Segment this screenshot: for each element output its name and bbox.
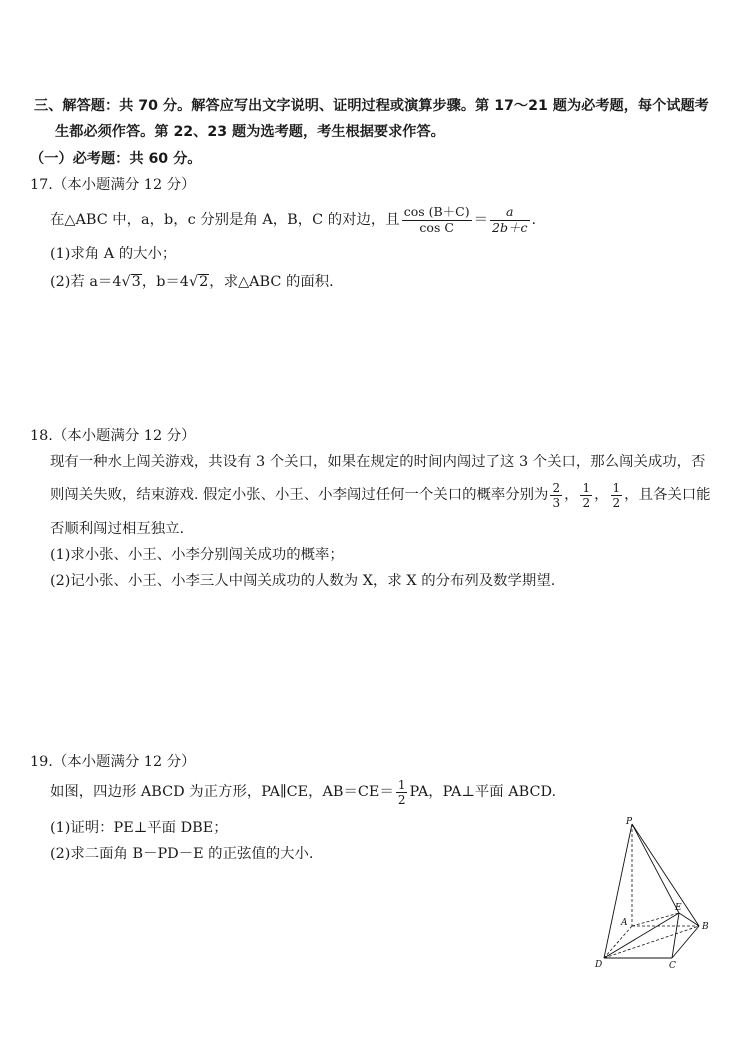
q17-sqrt2-radicand: 2 xyxy=(199,274,209,290)
q19-part1: (1)证明：PE⊥平面 DBE； xyxy=(50,820,228,836)
edge-PE xyxy=(632,824,679,913)
q17-fraction-cos-numerator: cos (B＋C) xyxy=(403,204,470,219)
q19-fraction-half xyxy=(396,779,408,806)
edge-AE-hidden xyxy=(632,913,679,926)
q17-fraction-ratio-denominator: 2b＋c xyxy=(492,219,528,235)
q18-line1: 现有一种水上闯关游戏，共设有 3 个关口，如果在规定的时间内闯过了这 3 个关口，那么闯关成功，否 xyxy=(50,454,706,470)
q18-prob-wang-den: 2 xyxy=(582,495,591,510)
q18-prob-zhang xyxy=(550,482,562,509)
q18-prob-li-den: 2 xyxy=(612,495,621,510)
q18-sep1: ， xyxy=(564,487,579,503)
label-P: P xyxy=(626,817,633,827)
subsection-title: （一）必考题：共 60 分。 xyxy=(30,151,202,167)
q18-prob-li xyxy=(611,482,623,509)
q17-fraction-ratio xyxy=(490,206,529,234)
q17-fraction-cos-denominator: cos C xyxy=(419,219,454,235)
q19-part2: (2)求二面角 B－PD－E 的正弦值的大小. xyxy=(50,846,314,862)
q17-fraction-ratio-numerator: a xyxy=(490,206,529,221)
q17-part2-mid: ，b＝4 xyxy=(141,274,189,290)
q17-part2-end: ，求△ABC 的面积. xyxy=(209,274,334,290)
edge-AD-hidden xyxy=(604,926,632,958)
q19-stem-end: PA，PA⊥平面 ABCD. xyxy=(409,784,557,800)
section-header-line2: 生都必须作答。第 22、23 题为选考题，考生根据要求作答。 xyxy=(55,124,445,140)
q18-part2: (2)记小张、小王、小李三人中闯关成功的人数为 X，求 X 的分布列及数学期望. xyxy=(50,573,556,589)
q19-stem xyxy=(50,774,556,810)
q17-heading: 17.（本小题满分 12 分） xyxy=(30,177,196,193)
label-C: C xyxy=(669,961,676,971)
q19-fraction-half-num: 1 xyxy=(397,777,406,792)
label-A: A xyxy=(621,918,628,928)
edge-PD xyxy=(604,824,632,958)
q17-equals: ＝ xyxy=(473,212,489,228)
q18-prob-li-num: 1 xyxy=(612,480,621,495)
section-header-line1: 三、解答题：共 70 分。解答应写出文字说明、证明过程或演算步骤。第 17～21 题为必考题，每个试题考 xyxy=(34,98,709,114)
q19-heading: 19.（本小题满分 12 分） xyxy=(30,754,196,770)
q19-stem-text: 如图，四边形 ABCD 为正方形，PA∥CE，AB＝CE＝ xyxy=(50,784,394,800)
edge-PB xyxy=(632,824,699,926)
q18-prob-wang xyxy=(580,482,592,509)
q17-fraction-cos xyxy=(402,206,472,234)
q18-prob-zhang-num: 2 xyxy=(552,480,561,495)
q18-line3: 否顺利闯过相互独立. xyxy=(50,521,185,537)
q18-heading: 18.（本小题满分 12 分） xyxy=(30,428,196,444)
q19-pyramid-figure xyxy=(592,815,712,973)
edge-EB xyxy=(679,913,699,926)
q17-sqrt3-radicand: 3 xyxy=(131,274,141,290)
edge-ED xyxy=(604,913,679,958)
label-B: B xyxy=(702,922,709,932)
q17-sqrt3: √3 xyxy=(121,274,141,290)
q17-stem xyxy=(50,202,536,238)
q17-part2-text: (2)若 a＝4 xyxy=(50,274,122,290)
q17-sqrt2: √2 xyxy=(188,274,209,290)
q18-sep2: ， xyxy=(594,487,609,503)
q17-stem-period: . xyxy=(531,212,537,228)
q18-line2-end: ，且各关口能 xyxy=(624,487,711,503)
label-E: E xyxy=(675,903,682,913)
q18-line2 xyxy=(50,477,711,513)
q19-fraction-half-den: 2 xyxy=(397,792,406,807)
q18-prob-wang-num: 1 xyxy=(582,480,591,495)
q18-part1: (1)求小张、小王、小李分别闯关成功的概率； xyxy=(50,547,344,563)
q17-part2 xyxy=(50,272,334,292)
q17-stem-text: 在△ABC 中，a，b，c 分别是角 A，B，C 的对边，且 xyxy=(50,212,400,228)
figure-solid-edges xyxy=(604,824,699,958)
q18-prob-zhang-den: 3 xyxy=(552,495,561,510)
q17-part1: (1)求角 A 的大小； xyxy=(50,246,177,262)
label-D: D xyxy=(595,960,603,970)
q18-line2-text: 则闯关失败，结束游戏. 假定小张、小王、小李闯过任何一个关口的概率分别为 xyxy=(50,487,549,503)
